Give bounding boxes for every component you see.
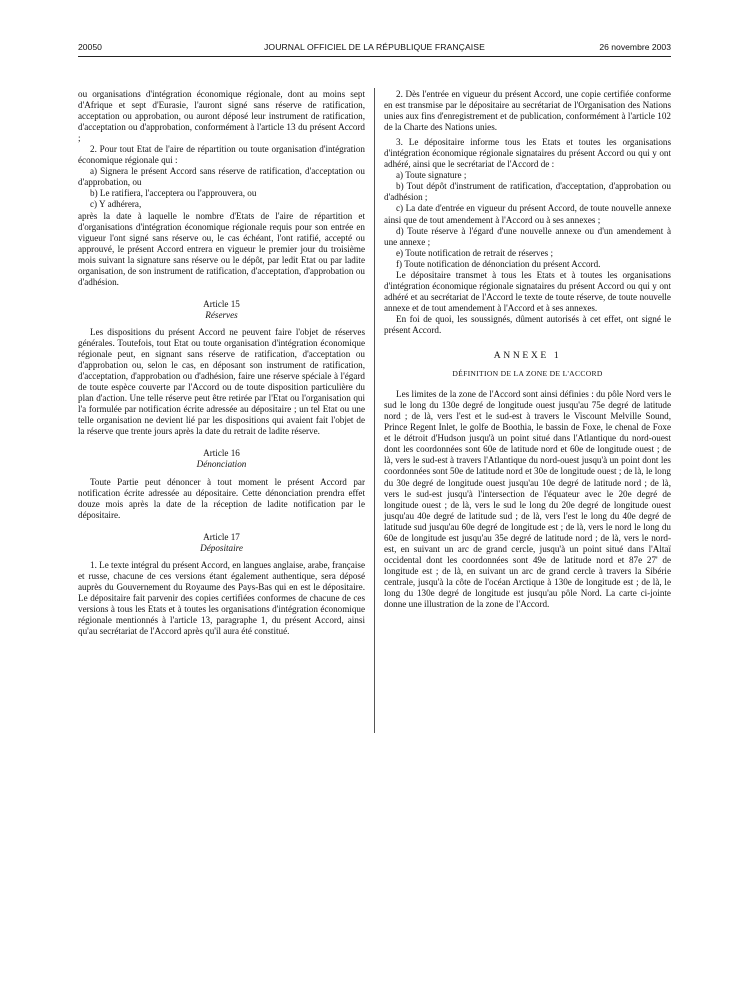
item-3f: f) Toute notification de dénonciation du présent Accord. [396,258,601,269]
column-divider [374,88,375,733]
annex-subtitle: DÉFINITION DE LA ZONE DE L'ACCORD [452,369,603,379]
annex-title: ANNEXE 1 [493,350,562,362]
article-15-subtitle: Réserves [205,309,238,320]
article-16-subtitle: Dénonciation [196,459,247,470]
paragraph-2: 2. Pour tout Etat de l'aire de répartition ou toute organisation d'intégration économique régionale qui : [78,144,365,166]
left-column [78,89,365,637]
item-3c: c) La date d'entrée en vigueur du présent Accord, de toute nouvelle annexe ainsi que de tout amendement à l'Accord ou à ses annexes ; [384,203,671,225]
article-15-text: Les dispositions du présent Accord ne peuvent faire l'objet de réserves générales. Toutefois, tout Etat ou toute organisation d'intégration économique régionale peut, en signant sans réserve de ratification, d'acceptation ou d'approbation ou, selon le cas, en déposant son instrument de ratification, d'acceptation, d'approbation ou d'adhésion, faire une réserve spéciale à l'égard de toute espèce couverte par l'Accord ou de toute disposition particulière du plan d'action. Une telle réserve peut être retirée par l'Etat ou l'organisation qui l'a formulée par notification écrite adressée au dépositaire ; un tel Etat ou une telle organisation ne devient lié par les dispositions qui avaient fait l'objet de la réserve que trente jours après la date du retrait de ladite réserve. [78,326,365,437]
journal-title: JOURNAL OFFICIEL DE LA RÉPUBLIQUE FRANÇAISE [264,42,485,52]
item-3b: b) Tout dépôt d'instrument de ratification, d'acceptation, d'approbation ou d'adhésion ; [384,181,671,203]
item-2c: c) Y adhérera, [90,199,142,210]
page-header [78,42,671,56]
intro-paragraph: ou organisations d'intégration économique régionale, dont au moins sept d'Afrique et sept d'Eurasie, l'auront signé sans réserve de ratification, acceptation ou approbation, ou auront déposé leur instrument de ratification, d'acceptation ou d'approbation, conformément à l'article 13 du présent Accord ; [78,89,365,144]
annex-text: Les limites de la zone de l'Accord sont ainsi définies : du pôle Nord vers le sud le long du 130e degré de longitude ouest jusqu'au 75e degré de latitude nord ; de là, vers l'est et le sud-est à travers le Viscount Melville Sound, Prince Regent Inlet, le golfe de Boothia, le bassin de Foxe, le chenal de Foxe et le détroit d'Hudson jusqu'à un point situé dans l'Atlantique du nord-ouest dont les coordonnées sont 60e de latitude nord et 60e de longitude ouest ; de là, vers le sud-est à travers l'Atlantique du nord-ouest jusqu'à un point dont les coordonnées sont 50e de latitude nord et 30e de longitude ouest ; de là, le long du 30e degré de longitude ouest jusqu'au 10e degré de latitude nord ; de là, vers le sud-est jusqu'à l'intersection de l'équateur avec le 20e degré de longitude ouest ; de là, vers le sud le long du 20e degré de longitude ouest jusqu'au 40e degré de latitude sud ; de là, vers l'est le long du 40e degré de latitude sud jusqu'au 60e degré de longitude est ; de là, vers le nord le long du 60e de longitude est jusqu'au 35e degré de latitude nord ; de là, vers le nord-est, en suivant un arc de grand cercle, jusqu'à un point situé dans l'Altaï occidental dont les coordonnées sont 49e de latitude nord et 87e 27' de longitude est ; de là, en suivant un arc de grand cercle à travers la Sibérie centrale, jusqu'à la côte de l'océan Arctique à 130e de longitude est ; de là, le long du 130e degré de longitude est jusqu'au pôle Nord. La carte ci-jointe donne une illustration de la zone de l'Accord. [384,389,671,610]
paragraph-5: En foi de quoi, les soussignés, dûment autorisés à cet effet, ont signé le présent Accord. [384,313,671,335]
item-2b: b) Le ratifiera, l'acceptera ou l'approuvera, ou [90,188,257,199]
publication-date: 26 novembre 2003 [599,42,671,52]
article-17-text: 1. Le texte intégral du présent Accord, en langues anglaise, arabe, française et russe, chacune de ces versions étant également authentique, sera déposé auprès du Gouvernement du Royaume des Pays-Bas qui en est le dépositaire. Le dépositaire fait parvenir des copies certifiées conformes de chacune de ces versions à tous les Etats et à toutes les organisations d'intégration économique régionale mentionnés à l'article 13, paragraphe 1, du présent Accord, ainsi qu'au secrétariat de l'Accord après qu'il aura été constitué. [78,559,365,637]
item-3e: e) Toute notification de retrait de réserves ; [396,247,554,258]
paragraph-2-deposit: 2. Dès l'entrée en vigueur du présent Accord, une copie certifiée conforme en est transmise par le dépositaire au secrétariat de l'Organisation des Nations unies aux fins d'enregistrement et de publication, conformément à l'article 102 de la Charte des Nations unies. [384,89,671,133]
article-15-title: Article 15 [203,298,240,309]
paragraph-2-end: après la date à laquelle le nombre d'Etats de l'aire de répartition et d'organisations d'intégration économique régionale requis pour son entrée en vigueur l'ont signé sans réserve ou, le cas échéant, l'ont ratifié, accepté ou approuvé, le présent Accord entrera en vigueur le premier jour du troisième mois suivant la signature sans réserve ou le dépôt, par ledit Etat ou par ladite organisation, de son instrument de ratification, d'acceptation, d'approbation ou d'adhésion. [78,210,365,287]
item-2a: a) Signera le présent Accord sans réserve de ratification, d'acceptation ou d'approbation, ou [78,166,365,188]
item-3a: a) Toute signature ; [396,170,467,181]
article-17-subtitle: Dépositaire [200,542,243,553]
paragraph-4: Le dépositaire transmet à tous les Etats et à toutes les organisations d'intégration économique régionale signataires du présent Accord ou qui y ont adhéré et au secrétariat de l'Accord le texte de toute réserve, de toute nouvelle annexe et de tout amendement à l'Accord et à ses annexes. [384,269,671,313]
paragraph-3: 3. Le dépositaire informe tous les Etats et toutes les organisations d'intégration économique régionale signataires du présent Accord ou qui y ont adhéré, ainsi que le secrétariat de l'Accord de : [384,137,671,170]
page-number: 20050 [78,42,102,52]
item-3d: d) Toute réserve à l'égard d'une nouvelle annexe ou d'un amendement à une annexe ; [384,225,671,247]
article-16-title: Article 16 [203,448,240,459]
article-16-text: Toute Partie peut dénoncer à tout moment le présent Accord par notification écrite adressée au dépositaire. Cette dénonciation prendra effet douze mois après la date de la réception de ladite notification par le dépositaire. [78,476,365,520]
right-column [384,89,671,610]
header-rule [78,56,671,57]
article-17-title: Article 17 [203,531,240,542]
